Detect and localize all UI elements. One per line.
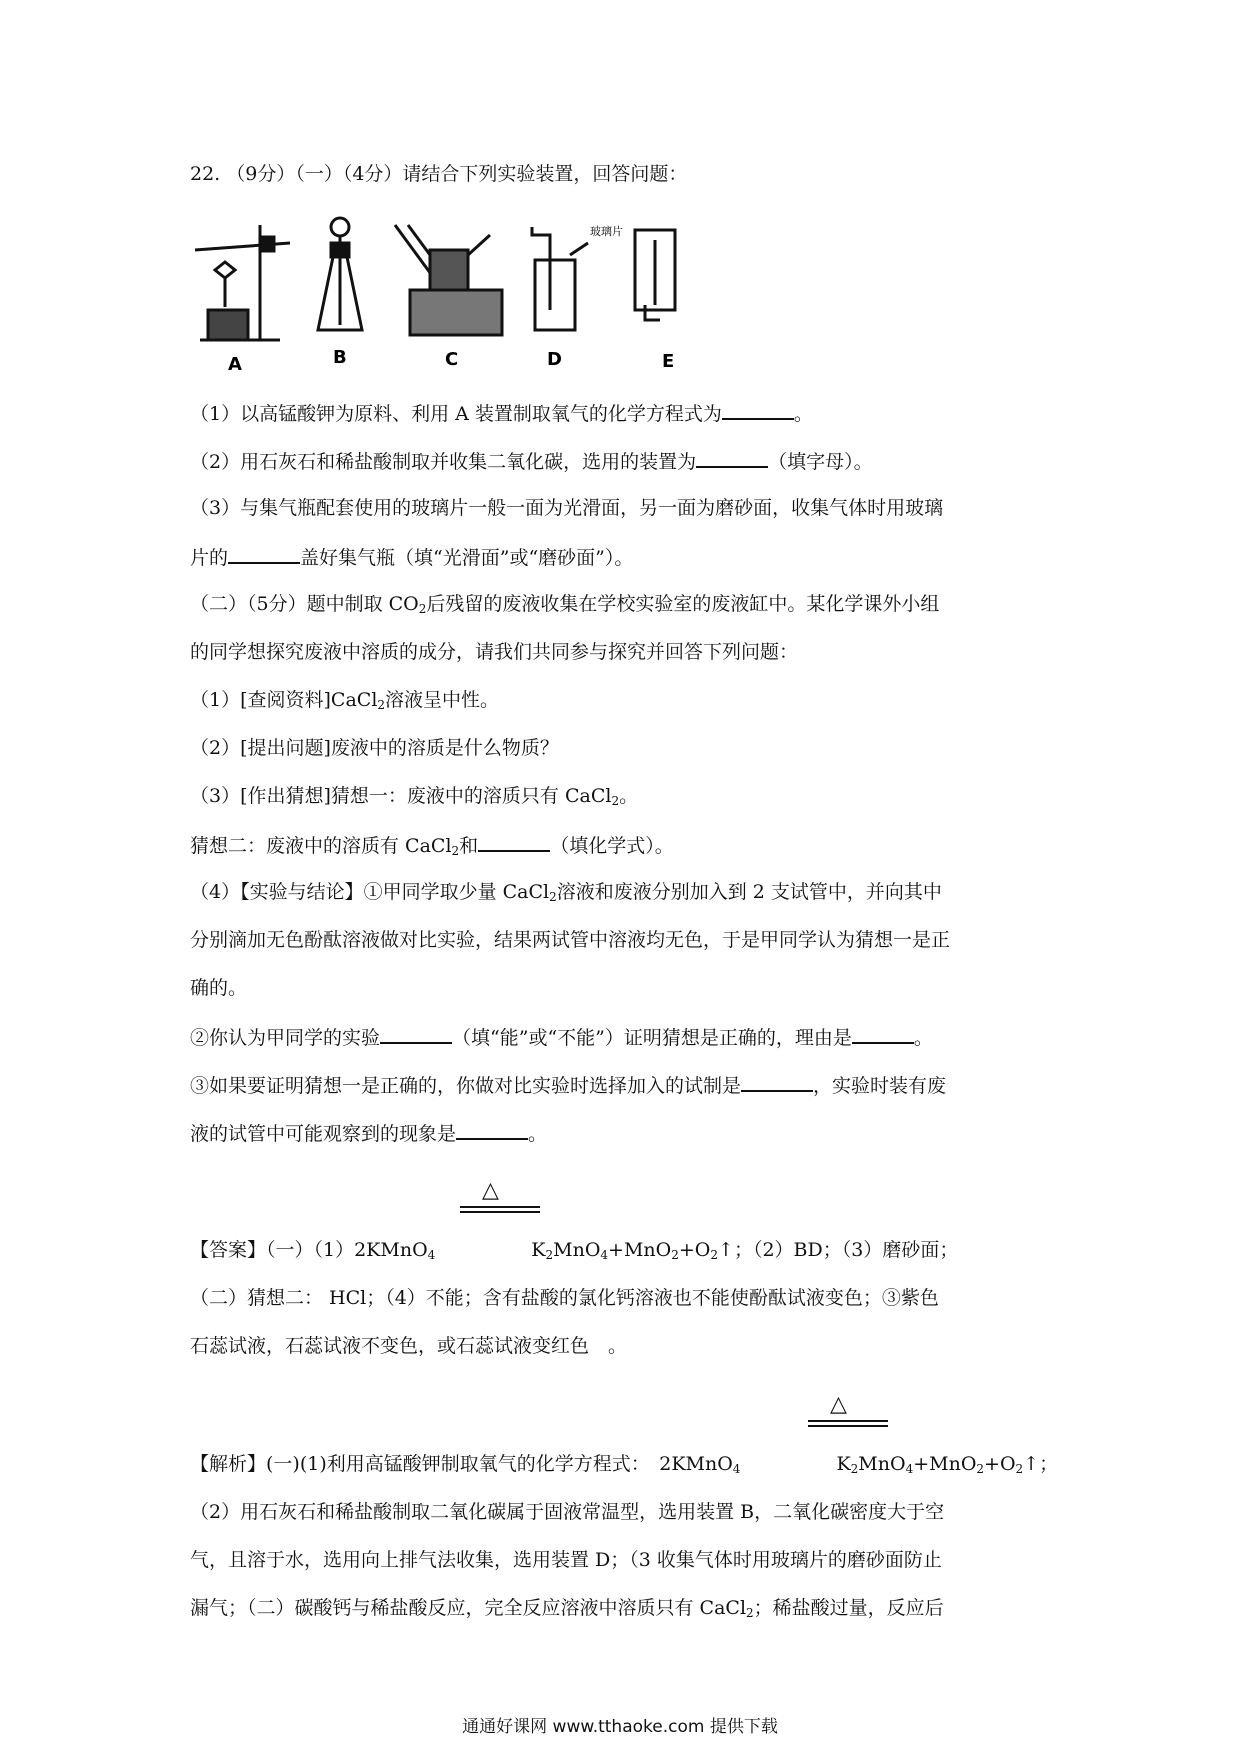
- p2-exp2: 分别滴加无色酚酞溶液做对比实验，结果两试管中溶液均无色，于是甲同学认为猜想一是正: [190, 929, 951, 951]
- p2-exp4: ②你认为甲同学的实验 （填“能”或“不能”）证明猜想是正确的，理由是 。: [190, 1024, 933, 1050]
- p2-line2: 的同学想探究废液中溶质的成分，请我们共同参与探究并回答下列问题：: [190, 641, 799, 663]
- answer-line1: 【答案】（一）（1）2KMnO$_4$ $K_2MnO_4+MnO_2+O_2↑$；（2）BD；（3）磨砂面；: [190, 1239, 959, 1262]
- p1-line2: （2）用石灰石和稀盐酸制取并收集二氧化碳，选用的装置为 （填字母）。: [190, 448, 873, 474]
- answer-line2: （二）猜想二： HCl；（4）不能；含有盐酸的氯化钙溶液也不能使酚酞试液变色；③紫色: [190, 1287, 939, 1309]
- label-a: A: [228, 354, 242, 375]
- answer-eq-bar2: [460, 1211, 540, 1213]
- p2-exp6: 液的试管中可能观察到的现象是 。: [190, 1120, 547, 1146]
- p2-exp3: 确的。: [190, 977, 248, 999]
- p1-line4: 片的 盖好集气瓶（填“光滑面”或“磨砂面”）。: [190, 544, 633, 570]
- footer-source: 通通好课网 www.tthaoke.com 提供下载: [462, 1717, 778, 1737]
- question-heading: 22. （9分）（一）（4分）请结合下列实验装置，回答问题：: [190, 163, 688, 185]
- analysis-heat-symbol: △: [830, 1392, 847, 1417]
- apparatus-c: [395, 225, 502, 335]
- answer-line3: 石蕊试液，石蕊试液不变色，或石蕊试液变红色 。: [190, 1335, 628, 1357]
- analysis-line3: 气，且溶于水，选用向上排气法收集，选用装置 D；（3 收集气体时用玻璃片的磨砂面防止: [190, 1549, 942, 1571]
- p2-guess2: 猜想二：废液中的溶质有 CaCl$_2$和 （填化学式）。: [190, 832, 674, 863]
- apparatus-b: [318, 218, 362, 330]
- answer-eq-bar: [460, 1206, 540, 1208]
- apparatus-e: [635, 230, 675, 320]
- analysis-line2: （2）用石灰石和稀盐酸制取二氧化碳属于固液常温型，选用装置 B，二氧化碳密度大于空: [190, 1501, 945, 1523]
- p2-step1: （1）[查阅资料]CaCl$_2$溶液呈中性。: [190, 689, 500, 712]
- apparatus-d: [532, 227, 588, 330]
- analysis-line4: 漏气；（二）碳酸钙与稀盐酸反应，完全反应溶液中溶质只有 CaCl$_2$；稀盐酸过量，反应后: [190, 1597, 944, 1620]
- p2-exp1: （4）【实验与结论】①甲同学取少量 CaCl$_2$溶液和废液分别加入到 2 支试管中，并向其中: [190, 881, 942, 904]
- apparatus-figure: [190, 215, 790, 375]
- analysis-eq-bar2: [808, 1425, 888, 1427]
- p1-line1: （1）以高锰酸钾为原料、利用 A 装置制取氧气的化学方程式为 。: [190, 400, 813, 426]
- analysis-eq-bar: [808, 1420, 888, 1422]
- p2-exp5: ③如果要证明猜想一是正确的，你做对比实验时选择加入的试制是 ，实验时装有废: [190, 1072, 946, 1098]
- label-e: E: [662, 351, 675, 372]
- label-glass-plate: 玻璃片: [590, 225, 623, 238]
- label-d: D: [547, 349, 562, 370]
- p2-line1: （二）（5分）题中制取 $CO_2$后残留的废液收集在学校实验室的废液缸中。某化学课外小组: [190, 593, 940, 616]
- label-b: B: [333, 347, 347, 368]
- label-c: C: [445, 349, 459, 370]
- analysis-line1: 【解析】(一)(1)利用高锰酸钾制取氧气的化学方程式： 2KMnO$_4$ $K_2MnO_4+MnO_2+O_2↑$；: [190, 1453, 1059, 1476]
- answer-heat-symbol: △: [482, 1178, 499, 1203]
- p2-step3: （3）[作出猜想]猜想一：废液中的溶质只有 CaCl$_2$。: [190, 785, 639, 808]
- apparatus-a: [195, 225, 290, 340]
- p1-line3: （3）与集气瓶配套使用的玻璃片一般一面为光滑面，另一面为磨砂面，收集气体时用玻璃: [190, 497, 944, 519]
- p2-step2: （2）[提出问题]废液中的溶质是什么物质？: [190, 737, 559, 759]
